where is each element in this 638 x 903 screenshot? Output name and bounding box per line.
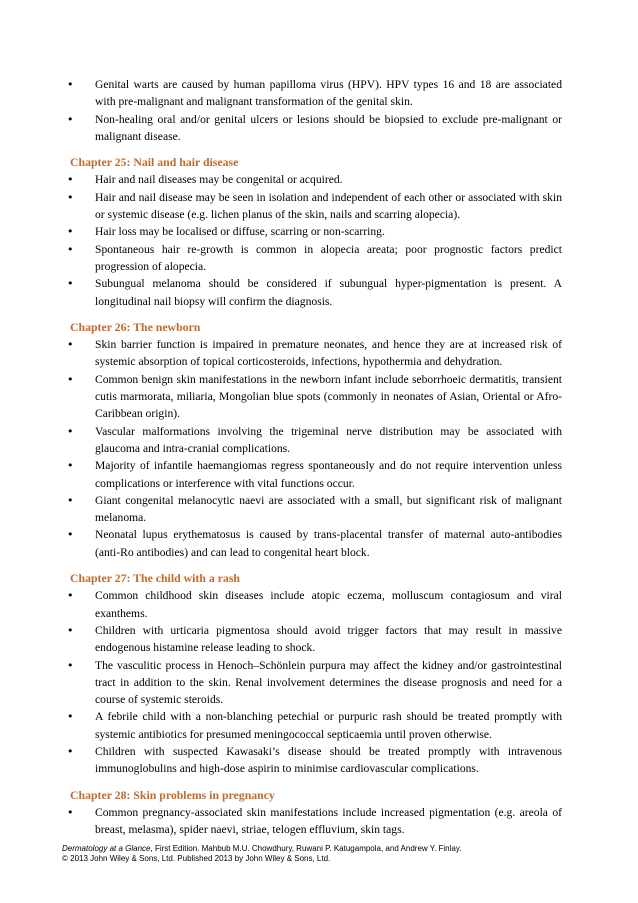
chapter-27-section <box>62 570 562 778</box>
list-item: • Children with urticaria pigmentosa should avoid trigger factors that may result in massive endogenous histamine release leading to shock. <box>62 622 562 657</box>
list-item: • Genital warts are caused by human papilloma virus (HPV). HPV types 16 and 18 are associated with pre-malignant and malignant transformation of the genital skin. <box>62 76 562 111</box>
chapter-heading: Chapter 25: Nail and hair disease <box>70 155 239 170</box>
footer-copyright: © 2013 John Wiley & Sons, Ltd. Published 2013 by John Wiley & Sons, Ltd. <box>62 854 331 864</box>
chapter-heading: Chapter 27: The child with a rash <box>70 571 240 586</box>
bullet-list <box>62 171 562 309</box>
list-item: • A febrile child with a non-blanching petechial or purpuric rash should be treated promptly with systemic antibiotics for presumed meningococcal septicaemia until proven otherwise. <box>62 708 562 743</box>
chapter-heading: Chapter 28: Skin problems in pregnancy <box>70 787 275 802</box>
list-item: • Children with suspected Kawasaki’s disease should be treated promptly with intravenous immunoglobulins and high-dose aspirin to minimise cardiovascular complications. <box>62 743 562 778</box>
page-footer <box>62 844 582 864</box>
chapter-26-section <box>62 319 562 561</box>
list-item: • Common benign skin manifestations in the newborn infant include seborrhoeic dermatitis, transient cutis marmorata, miliaria, Mongolian blue spots (commonly in neonates of Asian, Oriental or Afro-Caribbean origin). <box>62 371 562 423</box>
chapter-25-section <box>62 154 562 310</box>
bullet-list <box>62 336 562 561</box>
chapter-heading: Chapter 26: The newborn <box>70 319 201 334</box>
list-item: • Vascular malformations involving the trigeminal nerve distribution may be associated with glaucoma and intra-cranial complications. <box>62 423 562 458</box>
chapter-28-section <box>62 787 562 839</box>
list-item: • Common childhood skin diseases include atopic eczema, molluscum contagiosum and viral exanthems. <box>62 587 562 622</box>
list-item: • Majority of infantile haemangiomas regress spontaneously and do not require intervention unless complications or interference with vital functions occur. <box>62 457 562 492</box>
intro-section <box>62 76 562 145</box>
footer-book-title: Dermatology at a Glance <box>62 844 151 853</box>
bullet-list <box>62 804 562 839</box>
list-item: • Spontaneous hair re-growth is common in alopecia areata; poor prognostic factors predict progression of alopecia. <box>62 241 562 276</box>
list-item: • Skin barrier function is impaired in premature neonates, and hence they are at increased risk of systemic absorption of topical corticosteroids, infections, hypothermia and dehydration. <box>62 336 562 371</box>
page-content <box>62 76 562 847</box>
footer-edition-authors: , First Edition. Mahbub M.U. Chowdhury, Ruwani P. Katugampola, and Andrew Y. Finlay. <box>150 844 462 853</box>
list-item: • Hair loss may be localised or diffuse, scarring or non-scarring. <box>62 223 562 240</box>
list-item: • Common pregnancy-associated skin manifestations include increased pigmentation (e.g. areola of breast, melasma), spider naevi, striae, telogen effluvium, skin tags. <box>62 804 562 839</box>
footer-citation <box>62 844 582 854</box>
list-item: • The vasculitic process in Henoch–Schönlein purpura may affect the kidney and/or gastrointestinal tract in addition to the skin. Renal involvement determines the disease prognosis and need for a course of systemic steroids. <box>62 657 562 709</box>
bullet-list <box>62 76 562 145</box>
list-item: • Giant congenital melanocytic naevi are associated with a small, but significant risk of malignant melanoma. <box>62 492 562 527</box>
list-item: • Neonatal lupus erythematosus is caused by trans-placental transfer of maternal auto-antibodies (anti-Ro antibodies) and can lead to congenital heart block. <box>62 526 562 561</box>
list-item: • Hair and nail disease may be seen in isolation and independent of each other or associated with skin or systemic disease (e.g. lichen planus of the skin, nails and scarring alopecia). <box>62 189 562 224</box>
list-item: • Subungual melanoma should be considered if subungual hyper-pigmentation is present. A longitudinal nail biopsy will confirm the diagnosis. <box>62 275 562 310</box>
list-item: • Hair and nail diseases may be congenital or acquired. <box>62 171 562 188</box>
bullet-list <box>62 587 562 777</box>
list-item: • Non-healing oral and/or genital ulcers or lesions should be biopsied to exclude pre-malignant or malignant disease. <box>62 111 562 146</box>
